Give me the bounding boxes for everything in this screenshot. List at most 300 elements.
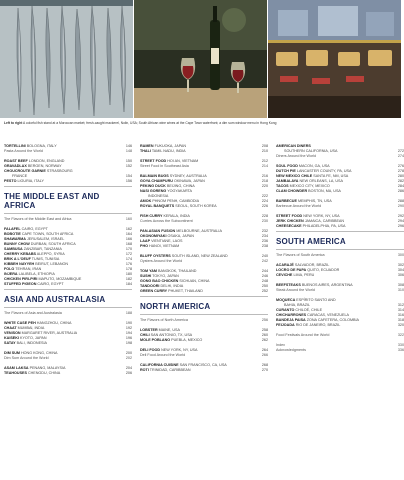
dish-name: SOUL FOOD <box>276 164 298 168</box>
dish-name: BUNNY CHOW <box>4 242 30 246</box>
dish-name: PHO <box>140 244 148 248</box>
location: ALEPPO, SYRIA <box>36 252 65 256</box>
location: LONDON, ENGLAND <box>28 159 65 163</box>
dish-name: LAAP <box>140 239 151 243</box>
contents-column-2 <box>140 144 268 373</box>
location: PHUKET, THAILAND <box>168 289 203 293</box>
location: MARGARET RIVER, AUSTRALIA <box>21 331 78 335</box>
location: ESPÍRITO SANTO AND <box>296 298 336 302</box>
dish-name: VENISON <box>4 331 21 335</box>
feature-title: The Flavors of North America <box>140 318 188 322</box>
location: DELHI, INDIA <box>160 284 184 288</box>
feature-title: The Flavors of the Middle East and Africa <box>4 217 72 221</box>
recipe-entry <box>140 368 268 373</box>
location: CAIRO, EGYPT <box>37 282 64 286</box>
entry-label <box>4 371 60 376</box>
location: BEIRUT, LEBANON <box>35 262 69 266</box>
page-number: 300 <box>397 253 404 257</box>
location: SOUTH ISLAND, NEW ZEALAND <box>171 254 228 258</box>
dish-name: INJERA <box>4 272 18 276</box>
recipe-entry <box>276 224 404 229</box>
page-number: 312 <box>397 303 404 307</box>
page-number: 192 <box>125 326 132 330</box>
dish-name: ACARAJÉ <box>276 263 294 267</box>
page-number: 214 <box>261 164 268 168</box>
location: BAHIA, BRAZIL <box>284 303 311 307</box>
page-number: 224 <box>261 199 268 203</box>
entry-list <box>276 253 404 353</box>
dish-name: JERK CHICKEN <box>276 219 304 223</box>
recipe-entry <box>4 371 132 376</box>
location: BUENOS AIRES, ARGENTINA <box>301 283 353 287</box>
dish-name: MOQUECA <box>276 298 296 302</box>
page-number: 152 <box>125 164 132 168</box>
location: TOKYO, JAPAN <box>152 274 179 278</box>
dish-name: BALMAIN BUGS <box>140 174 169 178</box>
divider <box>276 249 404 250</box>
page-number: 168 <box>125 242 132 246</box>
dish-name: PEKING DUCK <box>140 184 166 188</box>
location: BERGEN, NORWAY <box>27 164 62 168</box>
photo-strip <box>0 0 401 118</box>
location: VIENTIANE, LAOS <box>151 239 183 243</box>
location: NEW YORK, NY, USA <box>303 214 340 218</box>
page-number: 288 <box>397 199 404 203</box>
dish-name: CLAM CHOWDER <box>276 189 308 193</box>
page-number: 156 <box>125 179 132 183</box>
location: KYOTO, JAPAN <box>20 336 47 340</box>
page-number: 160 <box>125 217 132 221</box>
page-number: 270 <box>261 368 268 372</box>
location: SALVADOR, BRAZIL <box>294 263 330 267</box>
dish-name: DUTCH PIE <box>276 169 296 173</box>
page-number: 216 <box>261 174 268 178</box>
dish-name: AMOK <box>140 199 152 203</box>
location: MEXICO CITY, MEXICO <box>289 184 330 188</box>
dish-name: NEW MEXICO CHILE <box>276 174 313 178</box>
entry-label <box>140 289 203 294</box>
page-number: 296 <box>397 224 404 228</box>
dish-name: WHITE CASE PEH <box>4 321 36 325</box>
location: BOSTON, MA, USA <box>308 189 341 193</box>
dish-name: CHICHARRONES <box>276 313 307 317</box>
location: SANTA FE, NM, USA <box>313 174 349 178</box>
location: KERALA, INDIA <box>163 214 190 218</box>
location: RIO DE JANEIRO, BRAZIL <box>295 323 341 327</box>
dish-name: PAN-ASIAN FUSION <box>140 229 176 233</box>
photo-caption <box>4 121 397 126</box>
divider <box>4 307 132 308</box>
page-number: 258 <box>261 328 268 332</box>
location: CAPE TOWN, SOUTH AFRICA <box>21 232 74 236</box>
dish-name: TEAHOUSES <box>4 371 27 375</box>
divider <box>140 314 268 315</box>
dish-name: SUSHI <box>140 274 152 278</box>
fish-stand-illustration <box>0 0 133 118</box>
entry-list <box>140 144 268 294</box>
dish-name: TANDOORI <box>140 284 160 288</box>
page-number: 262 <box>261 338 268 342</box>
page-number: 184 <box>125 282 132 286</box>
page-number: 248 <box>261 279 268 283</box>
page-number: 244 <box>261 269 268 273</box>
page-number: 206 <box>125 371 132 375</box>
section-heading-middle-east-africa: THE MIDDLE EAST AND AFRICA <box>4 192 100 210</box>
dish-name: FISH CURRY <box>140 214 163 218</box>
location: TAMIL NADU, INDIA <box>151 149 186 153</box>
page-number: 196 <box>125 336 132 340</box>
page-number: 274 <box>397 154 404 158</box>
dish-name: TORTELLINI <box>4 144 26 148</box>
dish-name: SAMBUSA <box>4 247 23 251</box>
dish-name: LOBSTER <box>140 328 158 332</box>
location: LALIBELA, ETHIOPIA <box>18 272 55 276</box>
dish-name: CHAAT <box>4 326 17 330</box>
dish-name: TOM YAM <box>140 269 157 273</box>
location: SICHUAN, CHINA <box>179 279 210 283</box>
feature-title: Index <box>276 343 286 347</box>
page-number: 302 <box>397 263 404 267</box>
dish-name: THALI <box>140 149 151 153</box>
location: OSAKA, JAPAN <box>167 234 194 238</box>
page-number: 242 <box>261 259 268 263</box>
page-number: 292 <box>397 214 404 218</box>
page-number: 204 <box>125 366 132 370</box>
page-number: 272 <box>397 149 404 153</box>
location: NEW ORLEANS, LA, USA <box>299 179 343 183</box>
recipe-entry <box>4 179 132 184</box>
page-number: 322 <box>397 333 404 337</box>
contents-column-1 <box>4 144 132 376</box>
location: CHENGDU, CHINA <box>27 371 61 375</box>
page-number: 246 <box>261 274 268 278</box>
feature-title: Acknowledgments <box>276 348 306 352</box>
dish-name: PESTO <box>4 179 17 183</box>
divider <box>4 213 132 214</box>
location: HANGZHOU, CHINA <box>36 321 72 325</box>
caption-lead: Left to right <box>4 121 23 125</box>
dish-name: CURANTO <box>276 308 295 312</box>
dish-name: CHERRY KEBABS <box>4 252 36 256</box>
dish-name: BRIK A L'OEUF <box>4 257 31 261</box>
feature-entry <box>276 348 404 353</box>
entry-list <box>4 144 132 184</box>
location: FRANCE <box>12 174 28 178</box>
location: JERUSALEM, ISRAEL <box>26 237 65 241</box>
page-number: 316 <box>397 313 404 317</box>
page-number: 170 <box>125 247 132 251</box>
page-number: 198 <box>125 341 132 345</box>
entry-label <box>276 323 340 328</box>
location: SEOUL, SOUTH KOREA <box>175 204 217 208</box>
recipe-entry <box>4 282 132 287</box>
dish-name: CHILI <box>140 333 150 337</box>
page-number: 318 <box>397 318 404 322</box>
page-number: 314 <box>397 308 404 312</box>
dish-name: SHAWARMA <box>4 237 26 241</box>
dish-name: CALIFORNIA CUISINE <box>140 363 179 367</box>
page-number: 310 <box>397 288 404 292</box>
page-number: 218 <box>261 179 268 183</box>
dim-sum-window-photo <box>268 0 401 118</box>
section-heading-asia-australasia: ASIA AND AUSTRALASIA <box>4 295 106 304</box>
dish-name: FOLO <box>4 267 15 271</box>
location: SOUTHERN CALIFORNIA, USA <box>284 149 338 153</box>
entry-list <box>276 144 404 229</box>
location: HOI AN, VIETNAM <box>167 159 199 163</box>
page-number: 264 <box>261 348 268 352</box>
dish-name: LOCRO DE PAPA <box>276 268 307 272</box>
location: TUNIS, TUNISIA <box>31 257 60 261</box>
page-number: 308 <box>397 283 404 287</box>
page-number: 282 <box>397 179 404 183</box>
entry-label <box>140 338 202 343</box>
location: BEIJING, CHINA <box>166 184 195 188</box>
location: TRINIDAD, CARIBBEAN <box>149 368 191 372</box>
entry-label <box>140 204 217 209</box>
location: STRASBOURG <box>46 169 73 173</box>
feature-title: Barbecue Around the World <box>276 204 322 208</box>
page-number: 320 <box>397 323 404 327</box>
dish-name: NASI GORENG <box>140 189 167 193</box>
page-number: 236 <box>261 239 268 243</box>
page-number: 228 <box>261 214 268 218</box>
dish-name: STREET FOOD <box>276 214 303 218</box>
dish-name: DELI FOOD <box>140 348 161 352</box>
dish-name: GREEN CURRY <box>140 289 168 293</box>
dish-name: FEIJOADA <box>276 323 295 327</box>
location: CAIRO, EGYPT <box>21 227 48 231</box>
dish-name: KAISEKI <box>4 336 19 340</box>
dish-name: ASAM LAKSA <box>4 366 29 370</box>
feature-title: Diners Around the World <box>276 154 317 158</box>
dish-name: CHICKEN PIRI-PIRI <box>4 277 38 281</box>
dish-name: BARBECUE <box>276 199 297 203</box>
feature-title: Food Festivals Around the World <box>276 333 330 337</box>
page-number: 230 <box>261 219 268 223</box>
section-heading-north-america: NORTH AMERICA <box>140 302 211 311</box>
dish-name: STREET FOOD <box>140 159 167 163</box>
location: MEMPHIS, TN, USA <box>297 199 332 203</box>
dish-name: BOBOTIE <box>4 232 21 236</box>
dish-name: BLUFF OYSTERS <box>140 254 171 258</box>
feature-title: Pasta Around the World <box>4 149 43 153</box>
feature-title: The Flavors of South America <box>276 253 325 257</box>
location: LANCASTER COUNTY, PA, USA <box>296 169 352 173</box>
page-number: 182 <box>125 277 132 281</box>
page-number: 176 <box>125 262 132 266</box>
page-number: 290 <box>397 204 404 208</box>
entry-list <box>140 318 268 373</box>
dish-name: KIBBEH NAYYEH <box>4 262 35 266</box>
location: MUMBAI, INDIA <box>17 326 45 330</box>
page-number: 190 <box>125 321 132 325</box>
feature-title: Steak Around the World <box>276 288 315 292</box>
dish-name: CEVICHE <box>276 273 293 277</box>
page-number: 256 <box>261 318 268 322</box>
page-number: 226 <box>261 204 268 208</box>
location: LIMA, PERU <box>293 273 315 277</box>
page-number: 150 <box>125 159 132 163</box>
caption-text: A colorful fish stand at a Moroccan market; fresh-caught mackerel, Nolin, USA; South African wine wines at the Cape Town waterfront; a dim sum window menu in Hong Kong <box>23 121 277 125</box>
entry-label <box>140 244 179 249</box>
dish-name: BEEFSTEAKS <box>276 283 301 287</box>
dish-name: AMERICAN DINERS <box>276 144 311 148</box>
page-number: 284 <box>397 184 404 188</box>
page-number: 276 <box>397 164 404 168</box>
page-number: 234 <box>261 234 268 238</box>
feature-title: Street Food in Southeast Asia <box>140 164 189 168</box>
location: YOGYAKARTA <box>167 189 192 193</box>
dish-name: SATAY <box>4 341 16 345</box>
location: TEHRAN, IRAN <box>15 267 42 271</box>
page-number: 162 <box>125 227 132 231</box>
location: BOLOGNA, ITALY <box>26 144 57 148</box>
dish-name: CHOUCROUTE GARNIE <box>4 169 46 173</box>
entry-label <box>140 149 186 154</box>
dish-name: RAMEN <box>140 144 154 148</box>
dim-sum-illustration <box>268 0 401 118</box>
contents-column-3 <box>276 144 404 353</box>
page-number: 330 <box>397 343 404 347</box>
feature-title: Oysters Around the World <box>140 259 183 263</box>
entry-list <box>4 311 132 376</box>
location: MAPUTO, MOZAMBIQUE <box>38 277 82 281</box>
location: CHILOÉ, CHILE <box>295 308 323 312</box>
location: MAINE, USA <box>158 328 180 332</box>
page-number: 250 <box>261 284 268 288</box>
page-number: 252 <box>261 289 268 293</box>
feature-title: The Flavors of Asia and Australasia <box>4 311 62 315</box>
fish-stand-photo <box>0 0 133 118</box>
location: ZONA CAFETERA, COLOMBIA <box>306 318 359 322</box>
location: SYDNEY, AUSTRALIA <box>169 174 207 178</box>
entry-label <box>276 224 345 229</box>
page-number: 336 <box>397 348 404 352</box>
location: PUEBLA, MEXICO <box>171 338 203 342</box>
page-number: 240 <box>261 254 268 258</box>
divider <box>140 296 268 297</box>
page-number: 266 <box>261 353 268 357</box>
page-number: 188 <box>125 311 132 315</box>
location: QUITO, ECUADOR <box>307 268 340 272</box>
page-number: 304 <box>397 268 404 272</box>
dish-name: MOLE POBLANO <box>140 338 171 342</box>
location: CARACAS, VENEZUELA <box>307 313 349 317</box>
dish-name: JAMBALAYA <box>276 179 299 183</box>
page-number: 260 <box>261 333 268 337</box>
page-number: 202 <box>125 356 132 360</box>
page-number: 208 <box>261 144 268 148</box>
page-number: 280 <box>397 174 404 178</box>
page-number: 164 <box>125 232 132 236</box>
page-number: 166 <box>125 237 132 241</box>
entry-label <box>276 189 341 194</box>
entry-label <box>140 368 191 373</box>
page-number: 212 <box>261 159 268 163</box>
location: PHILADELPHIA, PA, USA <box>302 224 346 228</box>
dish-name: ROTI <box>140 368 149 372</box>
feature-title: Curries Across the Subcontinent <box>140 219 193 223</box>
location: JAMAICA, CARIBBEAN <box>304 219 345 223</box>
section-heading-south-america: SOUTH AMERICA <box>276 237 346 246</box>
page-number: 232 <box>261 229 268 233</box>
entry-list <box>4 217 132 287</box>
location: DURBAN, SOUTH AFRICA <box>30 242 76 246</box>
location: HONG KONG, CHINA <box>21 351 58 355</box>
location: LIGURIA, ITALY <box>17 179 44 183</box>
dish-name: GONG BAO CHICKEN <box>140 279 179 283</box>
page-number: 306 <box>397 273 404 277</box>
wine-photo <box>134 0 267 118</box>
page-number: 210 <box>261 149 268 153</box>
location: SAN FRANCISCO, CA, USA <box>179 363 227 367</box>
dish-name: TACOS <box>276 184 289 188</box>
page-number: 178 <box>125 267 132 271</box>
location: HANOI, VIETNAM <box>149 244 180 248</box>
divider <box>276 231 404 232</box>
location: NEW YORK, NY, USA <box>161 348 198 352</box>
page-number: 146 <box>125 144 132 148</box>
dish-name: STUFFED PIGEON <box>4 282 37 286</box>
page-number: 278 <box>397 169 404 173</box>
location: ZANZIBAR, TANZANIA <box>23 247 62 251</box>
page-number: 194 <box>125 331 132 335</box>
recipe-entry <box>140 289 268 294</box>
location: INDONESIA <box>148 194 169 198</box>
page-number: 286 <box>397 189 404 193</box>
dish-name: BANDEJA PAISA <box>276 318 306 322</box>
entry-label <box>276 273 314 278</box>
dish-name: GRAVADLAX <box>4 164 27 168</box>
page-number: 154 <box>125 174 132 178</box>
feature-title: Dim Sum Around the World <box>4 356 49 360</box>
location: OKINAWA, JAPAN <box>173 179 205 183</box>
page-number: 222 <box>261 194 268 198</box>
location: BALI, INDONESIA <box>16 341 47 345</box>
dish-name: CHEESECAKE <box>276 224 302 228</box>
wine-illustration <box>134 0 267 118</box>
dish-name: ROYAL BANQUETS <box>140 204 175 208</box>
page-number: 174 <box>125 257 132 261</box>
entry-label <box>4 341 47 346</box>
location: MACON, GA, USA <box>298 164 330 168</box>
page-number: 172 <box>125 252 132 256</box>
page-number: 294 <box>397 219 404 223</box>
dish-name: ROAST BEEF <box>4 159 28 163</box>
page-number: 200 <box>125 351 132 355</box>
location: MELBOURNE, AUSTRALIA <box>176 229 222 233</box>
location: FUKUOKA, JAPAN <box>154 144 187 148</box>
entry-label <box>4 179 44 184</box>
page-number: 148 <box>125 149 132 153</box>
location: SAN ANTONIO, TX, USA <box>150 333 193 337</box>
dish-name: GOYA CHAMPURU <box>140 179 173 183</box>
location: BANGKOK, THAILAND <box>157 269 197 273</box>
feature-title: Deli Food Around the World <box>140 353 186 357</box>
location: PENANG, MALAYSIA <box>29 366 66 370</box>
divider <box>4 186 132 187</box>
page-number: 220 <box>261 184 268 188</box>
dish-name: FALAFEL <box>4 227 21 231</box>
dish-name: DIM SUM <box>4 351 20 355</box>
page-number: 180 <box>125 272 132 276</box>
location: PHNOM PENH, CAMBODIA <box>152 199 200 203</box>
entry-label <box>4 282 64 287</box>
dish-name: OKONOMIYAKI <box>140 234 167 238</box>
page-number: 238 <box>261 244 268 248</box>
page-number: 268 <box>261 363 268 367</box>
